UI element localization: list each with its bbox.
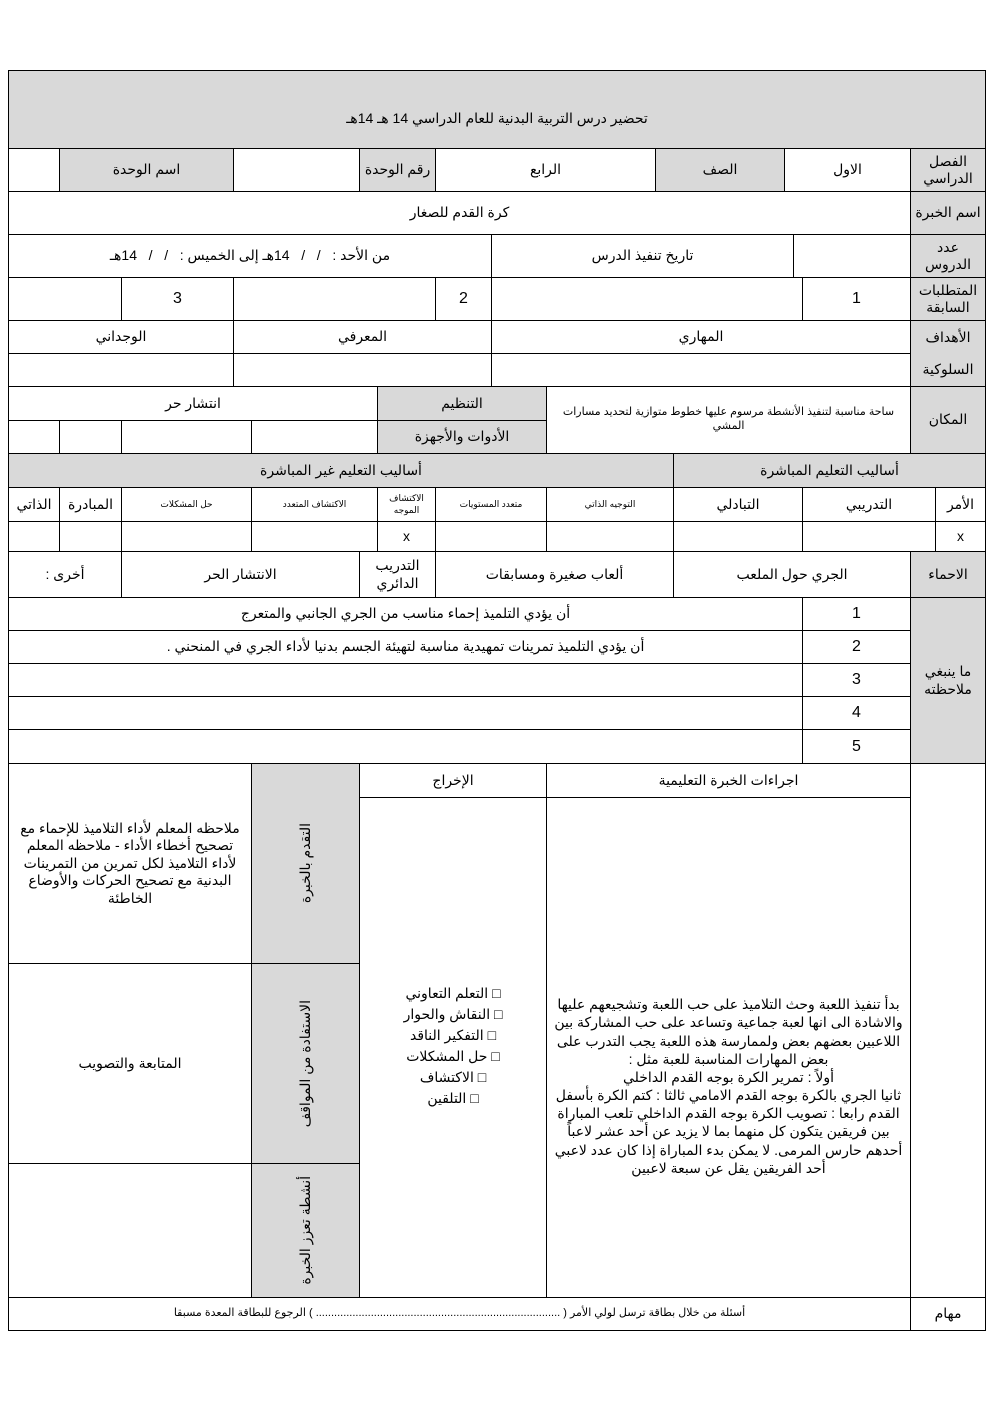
unit-number-label: رقم الوحدة (359, 148, 436, 192)
initiative-checkbox[interactable] (59, 521, 122, 552)
practice-checkbox[interactable] (802, 521, 936, 552)
lessons-count-field[interactable] (793, 234, 911, 278)
procedures-header: اجراءات الخبرة التعليمية (546, 763, 911, 798)
prereq-number-3: 3 (121, 277, 234, 321)
method-practice: التدريبي (802, 487, 936, 522)
inclusion-checkbox[interactable] (435, 521, 547, 552)
experience-value: كرة القدم للصغار (8, 191, 911, 235)
activities-label: أنشطة تعزز الخبرة (296, 1176, 313, 1285)
warmup-label: الاحماء (910, 551, 986, 598)
self-check-checkbox[interactable] (546, 521, 674, 552)
observe-number: 3 (802, 663, 911, 697)
observe-text: أن يؤدي التلميذ إحماء مناسب من الجري الجانبي والمتعرج (8, 597, 803, 631)
warmup-circuit: التدريب الدائري (359, 551, 436, 598)
observe-number: 2 (802, 630, 911, 664)
place-value: ساحة مناسبة لتنفيذ الأنشطة مرسوم عليها خطوط متوازية لتحديد مسارات المشي (546, 386, 911, 454)
unit-name-field[interactable] (8, 148, 60, 192)
objectives-label-line2: السلوكية (922, 360, 974, 377)
output-item[interactable]: □ التعلم التعاوني (405, 985, 501, 1001)
command-checkbox[interactable]: x (935, 521, 986, 552)
method-inclusion: متعدد المستويات (435, 487, 547, 522)
experience-label: اسم الخبرة (910, 191, 986, 235)
observe-number: 5 (802, 729, 911, 764)
tools-label: الأدوات والأجهزة (377, 420, 547, 454)
semester-value: الاول (784, 148, 911, 192)
method-command: الأمر (935, 487, 986, 522)
output-header: الإخراج (359, 763, 547, 798)
observe-label: ما ينبغي ملاحظته (910, 597, 986, 764)
prerequisites-label: المتطلبات السابقة (910, 277, 986, 321)
output-list (359, 797, 547, 1298)
prereq-field-1[interactable] (491, 277, 803, 321)
direct-methods-header: أساليب التعليم المباشرة (673, 453, 986, 488)
progress-text: ملاحظه المعلم لأداء التلاميذ للإحماء مع تصحيح أخطاء الأداء - ملاحظه المعلم لأداء التلاميذ لكل تمرين من التمرينات البدنية مع تصحيح الحركات والأوضاع الخاطئة (8, 763, 252, 964)
observe-number: 1 (802, 597, 911, 631)
progress-label: التقدم بالخبرة (296, 823, 313, 904)
method-self-check: التوجيه الذاتي (546, 487, 674, 522)
output-item[interactable]: □ النقاش والحوار (403, 1006, 503, 1022)
warmup-running: الجري حول الملعب (673, 551, 911, 598)
organization-label: التنظيم (377, 386, 547, 421)
place-label: المكان (910, 386, 986, 454)
method-reciprocal: التبادلي (673, 487, 803, 522)
objective-skill-field[interactable] (491, 353, 911, 387)
observe-number: 4 (802, 696, 911, 730)
output-item[interactable]: □ الاكتشاف (419, 1069, 487, 1085)
objective-cognitive-field[interactable] (233, 353, 492, 387)
objectives-label (910, 320, 986, 387)
organization-value: انتشار حر (8, 386, 378, 421)
lessons-count-label: عدد الدروس (910, 234, 986, 278)
self-teaching-checkbox[interactable] (8, 521, 60, 552)
tools-field[interactable] (8, 420, 60, 454)
method-guided-discovery: الاكتشاف الموجه (377, 487, 436, 522)
method-divergent-discovery: الاكتشاف المتعدد (251, 487, 378, 522)
situations-text: المتابعة والتصويب (8, 963, 252, 1164)
divergent-discovery-checkbox[interactable] (251, 521, 378, 552)
prereq-number-2: 2 (435, 277, 492, 321)
objective-affective-header: الوجداني (8, 320, 234, 354)
page-title: تحضير درس التربية البدنية للعام الدراسي 14 هـ 14هـ (8, 70, 986, 149)
date-value: من الأحد : / / 14هـ إلى الخميس : / / 14هـ (8, 234, 492, 278)
output-item[interactable]: □ التفكير الناقد (409, 1027, 497, 1043)
tools-field[interactable] (121, 420, 252, 454)
method-self-teaching: الذاتي (8, 487, 60, 522)
semester-label: الفصل الدراسي (910, 148, 986, 192)
unit-number-field[interactable] (233, 148, 360, 192)
tasks-label: مهام (910, 1297, 986, 1331)
date-label: تاريخ تنفيذ الدرس (491, 234, 794, 278)
progress-label-cell (251, 763, 360, 964)
objectives-label-line1: الأهداف (925, 329, 971, 345)
guided-discovery-checkbox[interactable]: x (377, 521, 436, 552)
warmup-games: ألعاب صغيرة ومسابقات (435, 551, 674, 598)
tools-field[interactable] (251, 420, 378, 454)
observe-field[interactable] (8, 696, 803, 730)
observe-text: أن يؤدي التلميذ تمرينات تمهيدية مناسبة لتهيئة الجسم بدنيا لأداء الجري في المنحني . (8, 630, 803, 664)
prereq-field-3[interactable] (8, 277, 122, 321)
indirect-methods-header: أساليب التعليم غير المباشرة (8, 453, 674, 488)
tasks-text: أسئلة من خلال بطاقة ترسل لولي الأمر ( ................................................................................ ) الرجوع للبطاقة المعدة مسبقا (8, 1297, 911, 1331)
situations-label: الاستفادة من المواقف (296, 999, 313, 1128)
situations-label-cell (251, 963, 360, 1164)
class-value: الرابع (435, 148, 656, 192)
unit-name-label: اسم الوحدة (59, 148, 234, 192)
activities-label-cell (251, 1163, 360, 1298)
prereq-number-1: 1 (802, 277, 911, 321)
output-item[interactable]: □ حل المشكلات (406, 1048, 500, 1064)
output-item[interactable]: □ التلقين (427, 1090, 479, 1106)
observe-field[interactable] (8, 663, 803, 697)
warmup-other: أخرى : (8, 551, 122, 598)
method-problem-solving: حل المشكلات (121, 487, 252, 522)
class-label: الصف (655, 148, 785, 192)
observe-field[interactable] (8, 729, 803, 764)
warmup-free-spread: الانتشار الحر (121, 551, 360, 598)
tools-field[interactable] (59, 420, 122, 454)
reciprocal-checkbox[interactable] (673, 521, 803, 552)
objective-cognitive-header: المعرفي (233, 320, 492, 354)
objective-affective-field[interactable] (8, 353, 234, 387)
objective-skill-header: المهاري (491, 320, 911, 354)
activities-field[interactable] (8, 1163, 252, 1298)
method-initiative: المبادرة (59, 487, 122, 522)
procedures-text: بدأ تنفيذ اللعبة وحث التلاميذ على حب اللعبة وتشجيعهم عليها والاشادة الى انها لعبة جماعية وتساعد على حب المشاركة بين اللاعبين بعضهم بعض ولممارسة هذه اللعبة يجب التدرب على بعض المهارات المناسبة للعبة مثل : أولاً : تمرير الكرة بوجه القدم الداخلي ثانيا الجري بالكرة بوجه القدم الامامي ثالثا : كتم الكرة بأسفل القدم رابعا : تصويب الكرة بوجه القدم الداخلي تلعب المباراة بين فريقين يتكون كل منهما بما لا يزيد عن أحد عشر لاعباً أحدهم حارس المرمى. لا يمكن بدء المباراة إذا كان عدد لاعبي أحد الفريقين يقل عن سبعة لاعبين (546, 797, 911, 1298)
problem-solving-checkbox[interactable] (121, 521, 252, 552)
prereq-field-2[interactable] (233, 277, 436, 321)
